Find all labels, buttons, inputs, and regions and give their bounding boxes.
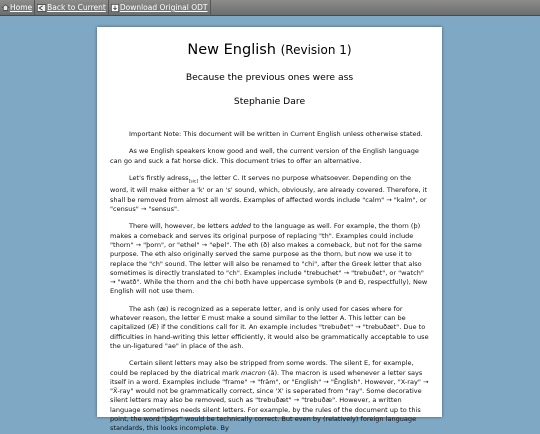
home-label: Home (10, 3, 33, 12)
title-revision: (Revision 1) (280, 43, 352, 57)
title-text: New English (187, 42, 276, 58)
paragraph-thorn-eth (110, 222, 429, 296)
download-odt-link[interactable] (109, 0, 211, 15)
p4-emphasis: added (230, 222, 252, 231)
document-body (110, 130, 429, 434)
back-to-current-link[interactable] (35, 0, 109, 15)
p6-text-b: (ā). The macron is used whenever a letter says itself in a word. Examples include "frame" → "frām", or "English" → "Ēnglish". However, "X-ray" → "X̄-ray" would not be grammatically correct, since 'X' is seperated from "ray". Some decorative silent letters may also be removed, such as "trebuðæt" → "trebuðæ". However, a written language sometimes needs silent letters. For example, by the rules of the document up to this point, the word "þāgr" would be technically correct. But even by (relatively) foreign language standards, this looks incomplete. By (110, 368, 429, 433)
p4-text-b: to the language as well. For example, the thorn (þ) makes a comeback and serves its original purpose of replacing "th". Examples could include "thorn" → "þorn", or "ethel" → "eþel". The eth (ð) also makes a comeback, but not for the same purpose. The eth also originally served the same purpose as the thorn, but now we use it to replace the "ch" sound. The letter will also be renamed to "chi", after the Greek letter that also sometimes is directly translated to "ch". Examples include "trebuchet" → "trebuðet", or "watch" → "watð". While the thorn and the chi both have uppercase symbols (Þ and Ð, respectfully), New English will not use them. (110, 222, 428, 296)
top-toolbar (0, 0, 540, 16)
download-icon (111, 4, 119, 12)
sic-marker: [sic] (188, 179, 199, 185)
back-icon (37, 4, 46, 12)
p3-text-b: the letter C. It serves no purpose whatsoever. Depending on the word, it will make either a 'k' or an 's' sound, which, obviously, are already covered. Therefore, it shall be removed from almost all words. Examples of affected words include "calm" → "kalm", or "census" → "sensus". (110, 173, 428, 214)
p6-emphasis: macron (240, 368, 266, 377)
back-label: Back to Current (47, 3, 106, 12)
home-icon (2, 4, 9, 11)
p6-text-a: Certain silent letters may also be stripped from some words. The silent E, for example, could be replaced by the diatrical mark (110, 359, 414, 377)
document-author: Stephanie Dare (233, 96, 306, 107)
document-subtitle: Because the previous ones were ass (185, 72, 354, 83)
paragraph-silent-letters (110, 359, 429, 433)
document-page (97, 27, 442, 433)
paragraph-ash: The ash (æ) is recognized as a seperate letter, and is only used for cases where for whatever reason, the letter E must make a sound similar to the letter A. This letter can be capitalized (Æ) if the conditions call for it. An example includes "trebuðet" → "trebuðæt". Due to difficulties in hand-writing this letter efficiently, it would also be grammatically acceptable to use the un-ligatured "ae" in place of the ash. (110, 304, 429, 350)
p4-text-a: There will, however, be letters (129, 222, 231, 231)
download-label: Download Original ODT (119, 3, 208, 12)
paragraph-intro: As we English speakers know good and well, the current version of the English language can go and suck a fat horse dick. This document tries to offer an alternative. (110, 147, 419, 165)
home-link[interactable] (0, 0, 35, 15)
document-title (110, 42, 429, 58)
paragraph-note: Important Note: This document will be written in Current English unless otherwise stated. (129, 130, 423, 138)
p3-text-a: Let's firstly adress (129, 173, 189, 182)
paragraph-letter-c (110, 174, 429, 214)
